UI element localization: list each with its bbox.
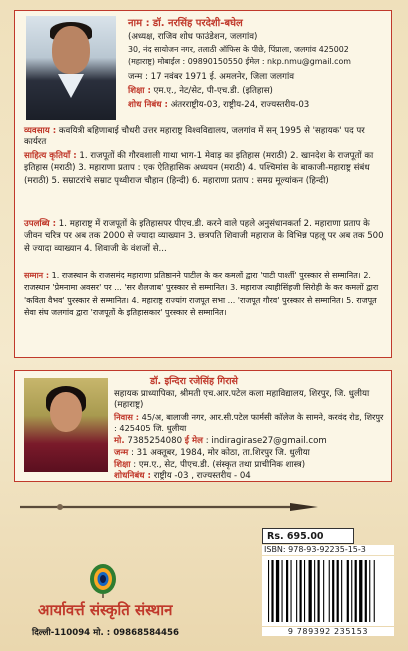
barcode-bar: [268, 560, 269, 622]
barcode-bar: [355, 560, 357, 622]
price-label: Rs. 695.00: [262, 528, 354, 544]
author2-photo: [24, 378, 108, 472]
barcode-bar: [332, 560, 334, 622]
author2-address: निवास : 45/अ, बालाजी नगर, आर.सी.पटेल फार्मसी कॉलेज के सामने, करवंद रोड, शिरपुर : 425405 जि. धुलीया: [114, 412, 384, 433]
isbn-label: ISBN: 978-93-92235-15-3: [262, 545, 394, 555]
barcode-bar: [337, 560, 339, 622]
author1-photo: [26, 16, 116, 120]
barcode-bar: [351, 560, 352, 622]
author1-job: व्यवसाय : कवयित्री बहिणाबाई चौधरी उत्तर महाराष्ट्र विश्वविद्यालय, जलगांव में सन् 1995 से 'सहायक' पद पर कार्यरत: [24, 126, 365, 147]
author2-name: डॉ. इन्दिरा रजेसिंह गिरासे: [150, 376, 238, 387]
barcode-bar: [304, 560, 305, 622]
author1-achievements: उपलब्धि : 1. महाराष्ट्र में राजपूतों के इतिहासपर पीएच.डी. करने वाले पहले अनुसंधानकर्ता 2. महाराणा प्रताप के जीवन चरित्र पर अब तक 2000 से ज्यादा व्याख्यान 3. छत्रपति शिवाजी महाराज के विभिन्न पहलू पर अब तक 500 से ज्यादा व्याख्यान 4. शिवाजी के वंशजों से...: [24, 219, 384, 254]
barcode-bar: [323, 560, 324, 622]
barcode-bar: [296, 560, 297, 622]
barcode-bar: [329, 560, 330, 622]
barcode-bar: [359, 560, 362, 622]
barcode-bar: [341, 560, 342, 622]
peacock-feather-logo-icon: [88, 564, 118, 598]
author1-phone: (महाराष्ट्र) मोबाईल : 09890150550 ईमेल : nkp.nmu@gmail.com: [128, 57, 351, 66]
author1-education: शिक्षा : एम.ए., नेट/सेट, पी-एच.डी. (इतिहास): [128, 86, 273, 96]
author1-role: (अध्यक्ष, राजिव शोध फाउंडेशन, जलगांव): [128, 32, 258, 42]
author1-name: डॉ. नरसिंह परदेशी-बघेल: [152, 18, 243, 29]
author2-education: शिक्षा : एम.ए., सेट, पीएच.डी. (संस्कृत तथा प्राचीनिक शास्त्र): [114, 460, 306, 470]
pen-decoration: [20, 502, 320, 512]
barcode-bar: [276, 560, 279, 622]
barcode-digits: 9 789392 235153: [262, 627, 394, 636]
barcode-bar: [365, 560, 367, 622]
barcode-bar: [309, 560, 312, 622]
barcode: [262, 556, 394, 626]
barcode-bar: [282, 560, 283, 622]
barcode-bar: [369, 560, 370, 622]
author1-awards: सम्मान : 1. राजस्थान के राजसमंद महाराणा प्रतिष्ठानने पाटील के कर कमलों द्वारा 'पाटी पार्श्ती' पुरस्कार से सम्मानित। 2. राजस्थान 'प्रेमनामा अवसर' पर ... 'सर शैलजाब' पुरस्कार से सम्मानित। 3. महाराज त्याहीसिंहजी सिरोही के कर कमलों द्वारा 'कविता वैभव' पुरस्कार से सम्मानित। 4. महाराष्ट्र राज्यांग राजपूत सभा ... 'राजपूत गौरव' पुरस्कार से सम्मानित। 5. राजपूत सेवा संघ जलगांव द्वारा 'राजपूतों के इतिहासकार' पुरस्कार से सम्मानित।: [24, 271, 379, 318]
author1-address: 30, नंद सायोजन नगर, तलाठी ऑफिस के पीछे, पिंप्राला, जलगांव 425002: [128, 45, 349, 54]
barcode-bar: [271, 560, 273, 622]
barcode-bar: [314, 560, 315, 622]
author2-role: सहायक प्राध्यापिका, श्रीमती एच.आर.पटेल कला महाविद्यालय, शिरपुर, जि. धुलीया (महाराष्ट्र): [114, 389, 370, 410]
barcode-bar: [286, 560, 288, 622]
author2-birth: जन्म : 31 अक्तूबर, 1984, मोर कोठा, ता.शिरपुर जि. धुलीया: [114, 448, 310, 458]
author2-contact: मो. 7385254080 ई मेल : indiragirase27@gmail.com: [114, 436, 327, 446]
author1-research: शोध निबंध : अंतरराष्ट्रीय-03, राष्ट्रीय-24, राज्यस्तरीय-03: [128, 100, 310, 110]
author1-name-row: नाम : डॉ. नरसिंह परदेशी-बघेल: [128, 18, 243, 29]
author1-works: साहित्य कृतियाँ : 1. राजपूतों की गौरवशाली गाथा भाग-1 मेवाड़ का इतिहास (मराठी) 2. खानदेश के राजपूतों का इतिहास (मराठी) 3. महाराणा प्रताप : एक ऐतिहासिक अध्ययन (मराठी) 4. पश्चिमांस के बाकाजी-महाराष्ट्र संबंध (मराठी) 5. सम्राटरांचे सम्राट पृथ्वीराज चौहान (हिन्दी) 6. महाराणा प्रताप : समग्र मूल्यांकन (हिन्दी): [24, 151, 374, 186]
author2-research: शोधनिबंध : राष्ट्रीय -03 , राज्यस्तरीय - 04: [114, 471, 251, 481]
barcode-bar: [347, 560, 349, 622]
barcode-bar: [318, 560, 320, 622]
barcode-bar: [300, 560, 302, 622]
publisher-address: दिल्ली-110094 मो. : 09868584456: [32, 628, 179, 638]
publisher-name: आर्यावर्त्त संस्कृति संस्थान: [38, 601, 173, 619]
barcode-bar: [374, 560, 375, 622]
author1-birth: जन्म : 17 नवंबर 1971 ई. अमलनेर, जिला जलगांव: [128, 72, 294, 82]
barcode-bar: [291, 560, 292, 622]
